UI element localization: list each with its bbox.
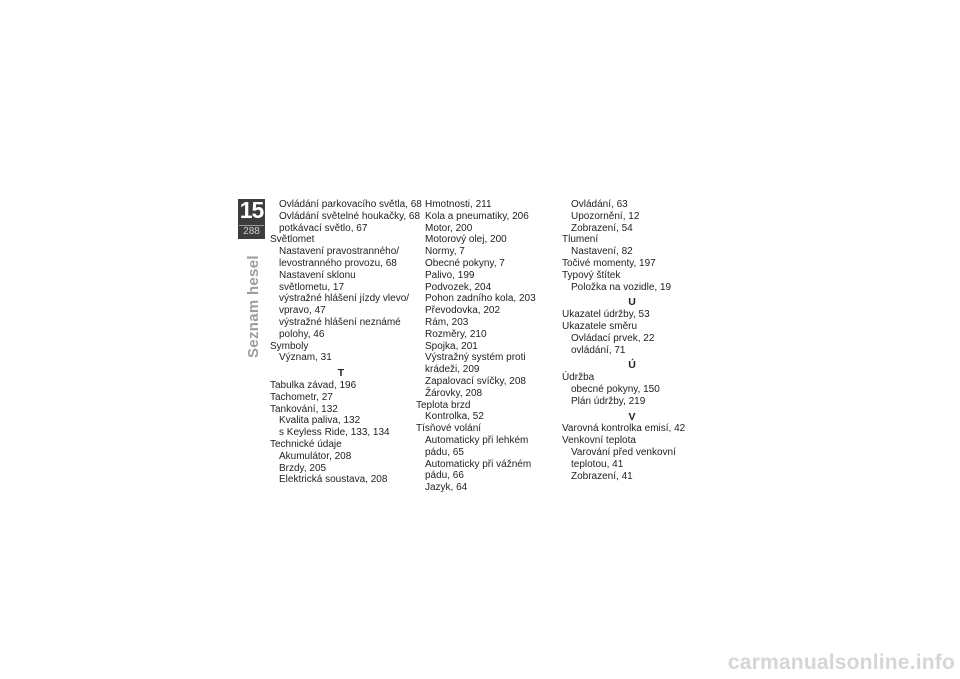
index-subentry: potkávací světlo, 67 [279, 222, 368, 234]
index-entry: Venkovní teplota [562, 435, 636, 447]
page-number: 288 [243, 226, 260, 237]
index-subentry: Rám, 203 [425, 316, 469, 328]
section-title: Seznam hesel [245, 255, 262, 358]
index-subentry: Ovládání, 63 [571, 199, 628, 210]
index-subentry: krádeži, 209 [425, 364, 480, 376]
index-entry: Ukazatele směru [562, 320, 638, 332]
index-subentry: Motor, 200 [425, 222, 473, 234]
index-subentry: pádu, 66 [425, 470, 464, 482]
index-entry: Varovná kontrolka emisí, 42 [562, 423, 686, 435]
index-subentry: Zobrazení, 54 [571, 222, 633, 234]
index-entry: Tlumení [562, 234, 599, 246]
index-entry: Typový štítek [562, 269, 621, 281]
index-subentry: Spojka, 201 [425, 340, 478, 352]
index-subentry: Automaticky při lehkém [425, 434, 529, 446]
watermark: carmanualsonline.info [727, 651, 955, 674]
index-subentry: Ovládání světelné houkačky, 68 [279, 210, 421, 222]
index-subentry: Podvozek, 204 [425, 281, 492, 293]
index-entry: Tísňové volání [416, 423, 482, 435]
index-subentry: Elektrická soustava, 208 [279, 474, 388, 486]
index-entry: Údržba [562, 372, 595, 384]
index-subentry: Jazyk, 64 [425, 482, 468, 494]
index-subentry: Brzdy, 205 [279, 462, 327, 474]
index-subentry: Palivo, 199 [425, 269, 475, 281]
index-subentry: světlometu, 17 [279, 281, 345, 293]
index-subentry: pádu, 65 [425, 446, 464, 458]
index-subentry: Automaticky při vážném [425, 458, 532, 470]
index-subentry: vpravo, 47 [279, 305, 326, 317]
index-column-2 [416, 199, 556, 494]
index-entry: Tankování, 132 [270, 403, 338, 415]
index-letter-heading: T [337, 367, 345, 380]
index-entry: Světlomet [270, 234, 315, 246]
index-subentry: Výstražný systém proti [425, 352, 526, 364]
index-letter-heading: U [628, 296, 636, 309]
index-subentry: Převodovka, 202 [425, 305, 501, 317]
index-subentry: Ovládací prvek, 22 [571, 332, 655, 344]
chapter-number: 15 [239, 197, 264, 223]
index-subentry: ovládání, 71 [571, 344, 626, 356]
index-entry: Točivé momenty, 197 [562, 257, 656, 269]
chapter-tab [238, 199, 265, 239]
index-subentry: výstražné hlášení neznámé [279, 316, 401, 328]
index-subentry: Nastavení, 82 [571, 246, 633, 258]
index-subentry: Zobrazení, 41 [571, 470, 633, 482]
index-subentry: Varování před venkovní [571, 446, 676, 458]
index-subentry: Normy, 7 [425, 246, 465, 258]
index-entry: Ukazatel údržby, 53 [562, 309, 650, 321]
index-subentry: výstražné hlášení jízdy vlevo/ [279, 293, 410, 305]
index-subentry: obecné pokyny, 150 [571, 383, 660, 395]
index-subentry: Kvalita paliva, 132 [279, 415, 361, 427]
index-subentry: Nastavení sklonu [279, 269, 356, 281]
index-subentry: s Keyless Ride, 133, 134 [279, 427, 390, 439]
index-subentry: Obecné pokyny, 7 [425, 257, 505, 269]
index-letter-heading: V [628, 410, 636, 423]
index-subentry: Motorový olej, 200 [425, 234, 507, 246]
index-subentry: Kontrolka, 52 [425, 411, 484, 423]
index-subentry: Ovládání parkovacího světla, 68 [279, 199, 422, 210]
index-subentry: Žárovky, 208 [425, 387, 483, 399]
index-subentry: Položka na vozidle, 19 [571, 281, 672, 293]
index-entry: Tabulka závad, 196 [270, 379, 357, 391]
index-subentry: Kola a pneumatiky, 206 [425, 210, 529, 222]
index-subentry: polohy, 46 [279, 328, 325, 340]
index-subentry: teplotou, 41 [571, 458, 624, 470]
index-entry: Symboly [270, 340, 309, 352]
index-subentry: Plán údržby, 219 [571, 395, 646, 407]
index-entry: Technické údaje [270, 438, 342, 450]
index-subentry: Nastavení pravostranného/ [279, 246, 400, 258]
index-subentry: Rozměry, 210 [425, 328, 487, 340]
index-letter-heading: Ú [628, 359, 636, 372]
index-entry: Tachometr, 27 [270, 391, 333, 403]
index-subentry: Akumulátor, 208 [279, 450, 352, 462]
index-subentry: Zapalovací svíčky, 208 [425, 375, 526, 387]
index-subentry: Význam, 31 [279, 352, 332, 364]
index-column-1 [270, 199, 422, 486]
index-subentry: Upozornění, 12 [571, 210, 640, 222]
index-subentry: Pohon zadního kola, 203 [425, 293, 536, 305]
index-subentry: Hmotnosti, 211 [425, 199, 492, 210]
index-column-3 [562, 199, 702, 482]
index-subentry: levostranného provozu, 68 [279, 257, 397, 269]
index-entry: Teplota brzd [416, 399, 471, 411]
